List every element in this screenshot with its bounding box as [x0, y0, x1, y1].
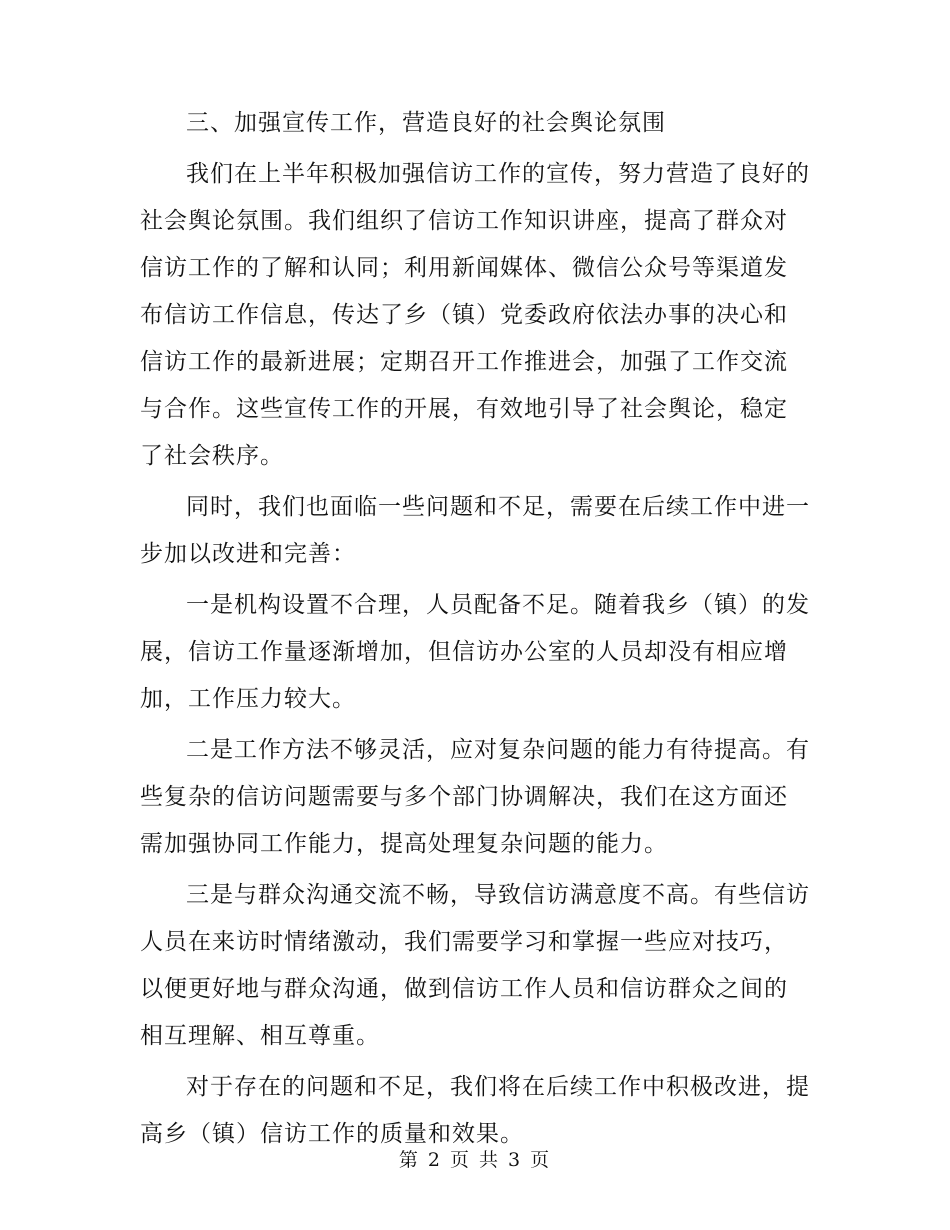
- paragraph: 二是工作方法不够灵活，应对复杂问题的能力有待提高。有些复杂的信访问题需要与多个部门协调解决，我们在这方面还需加强协同工作能力，提高处理复杂问题的能力。: [140, 737, 810, 857]
- paragraph: 我们在上半年积极加强信访工作的宣传，努力营造了良好的社会舆论氛围。我们组织了信访工作知识讲座，提高了群众对信访工作的了解和认同；利用新闻媒体、微信公众号等渠道发布信访工作信息，传达了乡（镇）党委政府依法办事的决心和信访工作的最新进展；定期召开工作推进会，加强了工作交流与合作。这些宣传工作的开展，有效地引导了社会舆论，稳定了社会秩序。: [140, 161, 810, 469]
- paragraph: 同时，我们也面临一些问题和不足，需要在后续工作中进一步加以改进和完善：: [140, 494, 810, 567]
- paragraph: 对于存在的问题和不足，我们将在后续工作中积极改进，提高乡（镇）信访工作的质量和效果。: [140, 1074, 810, 1147]
- paragraph: 三是与群众沟通交流不畅，导致信访满意度不高。有些信访人员在来访时情绪激动，我们需要学习和掌握一些应对技巧，以便更好地与群众沟通，做到信访工作人员和信访群众之间的相互理解、相互尊重。: [140, 882, 810, 1049]
- page-number-footer: 第 2 页 共 3 页: [398, 1149, 552, 1171]
- document-body: [140, 100, 810, 1158]
- section-heading: 三、加强宣传工作，营造良好的社会舆论氛围: [186, 110, 666, 136]
- paragraph: 一是机构设置不合理，人员配备不足。随着我乡（镇）的发展，信访工作量逐渐增加，但信访办公室的人员却没有相应增加，工作压力较大。: [140, 592, 810, 712]
